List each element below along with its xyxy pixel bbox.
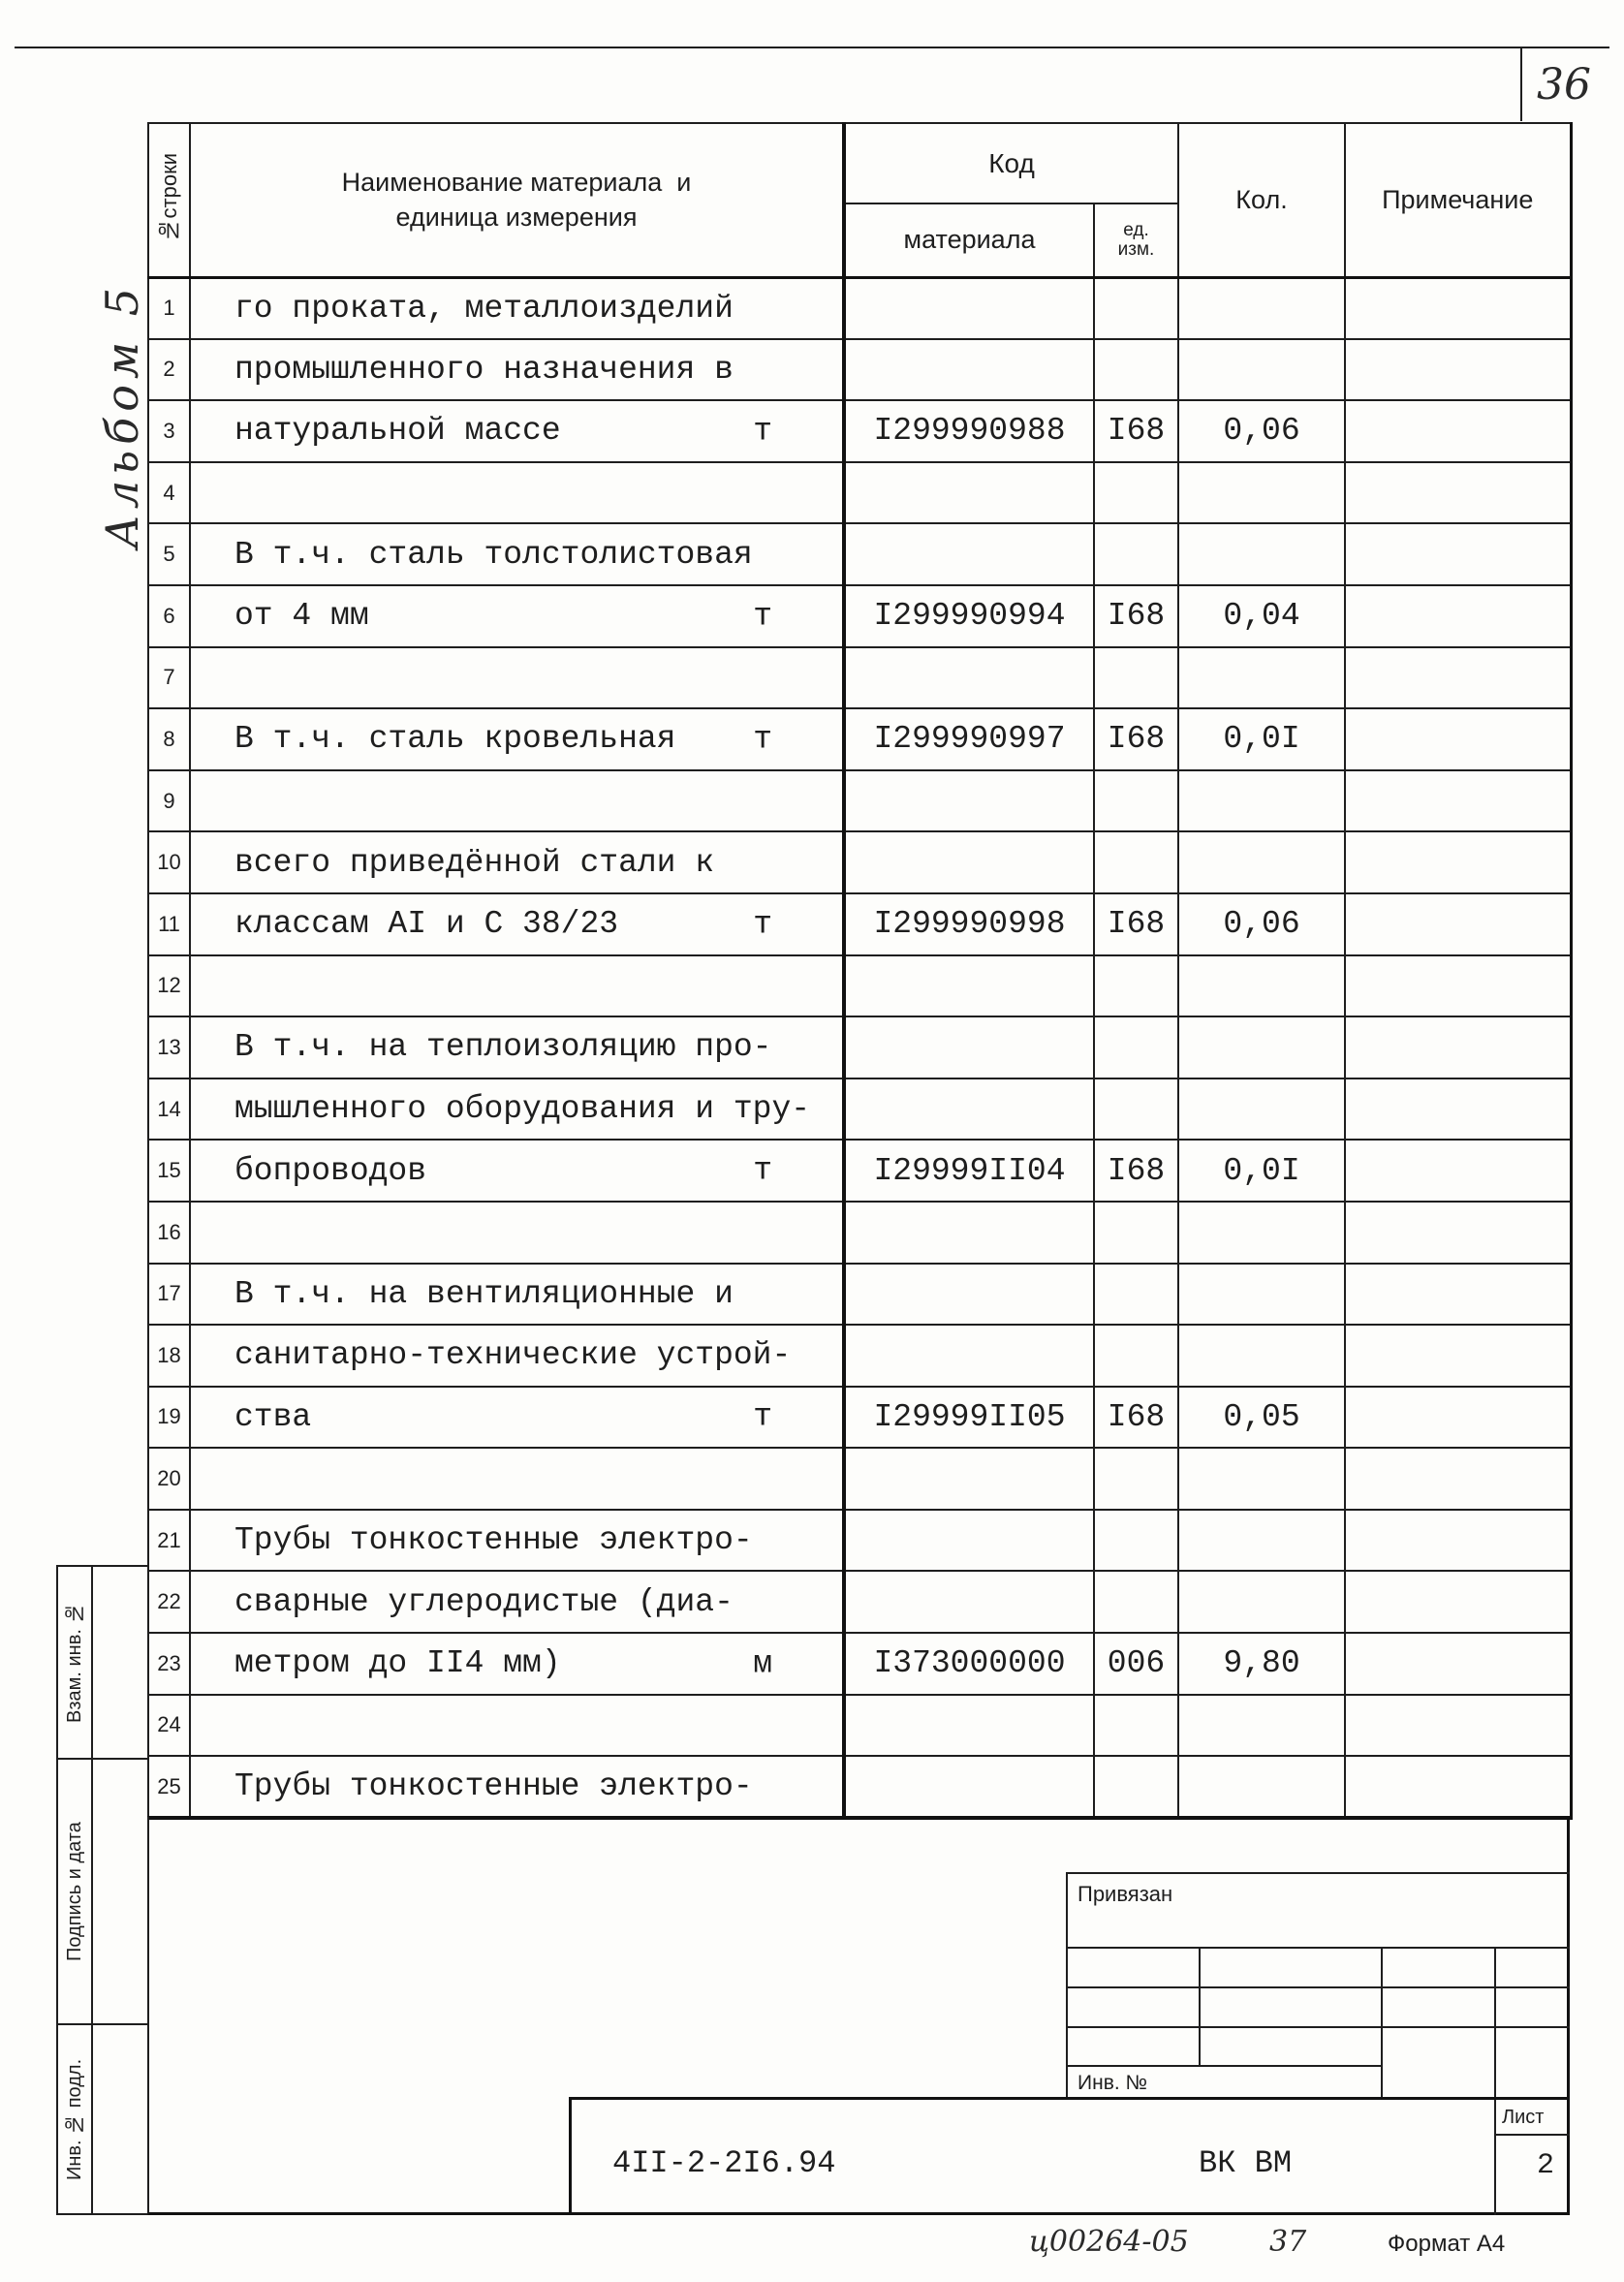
note-cell [1345,955,1571,1017]
material-code [844,831,1094,893]
material-name: всего приведённой стали к [234,844,715,881]
note-cell [1345,1510,1571,1572]
quantity: 0,06 [1178,400,1345,462]
header-code-material: материала [844,203,1094,277]
quantity [1178,1571,1345,1633]
material-name-cell [190,339,844,401]
material-code [844,1695,1094,1757]
material-code [844,955,1094,1017]
row-number: 20 [148,1448,190,1510]
header-row [148,123,1571,203]
note-cell [1345,1325,1571,1387]
unit-code: I68 [1094,585,1178,647]
top-rule [15,47,1609,48]
unit-code [1094,1756,1178,1818]
material-name-cell [190,893,844,955]
album-label: Альбом 5 [96,282,148,549]
material-name: мышленного оборудования и тру- [234,1091,811,1128]
material-code [844,1078,1094,1141]
material-name-cell [190,1510,844,1572]
material-name-cell [190,1016,844,1078]
material-name-cell [190,831,844,893]
unit-code [1094,1202,1178,1264]
note-cell [1345,1140,1571,1202]
table-row [148,523,1571,585]
quantity [1178,1264,1345,1326]
unit-code [1094,1571,1178,1633]
quantity [1178,1016,1345,1078]
material-name-cell [190,1078,844,1141]
material-code: I373000000 [844,1633,1094,1695]
material-code: I299990998 [844,893,1094,955]
format-label: Формат А4 [1388,2231,1506,2257]
material-name-cell [190,955,844,1017]
row-number: 23 [148,1633,190,1695]
material-name-cell [190,1264,844,1326]
table-row [148,1078,1571,1141]
material-name: классам АI и С 38/23 [234,906,619,943]
quantity [1178,277,1345,339]
replacement-inv-label: Взам. инв. № [64,1602,85,1723]
unit-code [1094,1448,1178,1510]
divider [1381,1947,1383,2097]
material-code: I299990997 [844,708,1094,770]
note-cell [1345,1016,1571,1078]
unit-code: I68 [1094,893,1178,955]
material-name: натуральной массе [234,413,561,450]
handwritten-code: ц00264-05 [1029,2225,1189,2259]
quantity [1178,1510,1345,1572]
row-number: 3 [148,400,190,462]
material-name-cell [190,1695,844,1757]
material-code [844,339,1094,401]
unit-code [1094,1264,1178,1326]
note-cell [1345,1202,1571,1264]
unit-code [1094,647,1178,709]
divider [1199,1947,1201,2065]
row-number: 8 [148,708,190,770]
material-code [844,1448,1094,1510]
note-cell [1345,893,1571,955]
table-row [148,1633,1571,1695]
quantity: 0,06 [1178,893,1345,955]
row-number: 24 [148,1695,190,1757]
material-name-cell [190,400,844,462]
document-section: ВК ВМ [1199,2145,1293,2181]
header-code-unit-line2: изм. [1117,238,1155,260]
quantity [1178,647,1345,709]
table-row [148,1756,1571,1818]
quantity [1178,955,1345,1017]
material-name-cell [190,647,844,709]
sheet-number: 2 [1537,2149,1555,2182]
unit-label: т [753,1398,772,1435]
header-quantity: Кол. [1178,123,1345,277]
material-name-cell [190,277,844,339]
unit-code [1094,1325,1178,1387]
unit-code [1094,523,1178,585]
material-code [844,462,1094,524]
table-row [148,1387,1571,1449]
material-code: I29999II04 [844,1140,1094,1202]
divider [91,1565,93,2215]
header-name-line1: Наименование материала и [341,168,692,198]
quantity: 0,04 [1178,585,1345,647]
material-code [844,647,1094,709]
note-cell [1345,1078,1571,1141]
material-name: бопроводов [234,1152,427,1189]
row-number: 15 [148,1140,190,1202]
material-name: ства [234,1398,312,1435]
material-name: Трубы тонкостенные электро- [234,1768,753,1805]
material-code: I299990988 [844,400,1094,462]
quantity [1178,1448,1345,1510]
table-row [148,1571,1571,1633]
header-name-line2: единица измерения [395,203,638,233]
material-name-cell [190,1571,844,1633]
materials-table [147,122,1573,1820]
quantity: 0,05 [1178,1387,1345,1449]
row-number: 6 [148,585,190,647]
table-row [148,1325,1571,1387]
unit-code [1094,1078,1178,1141]
material-name-cell [190,462,844,524]
row-number: 10 [148,831,190,893]
material-name: от 4 мм [234,598,369,635]
quantity [1178,1202,1345,1264]
table-row [148,1140,1571,1202]
note-cell [1345,708,1571,770]
header-material-name [190,123,844,277]
material-code [844,1016,1094,1078]
signature-date-label: Подпись и дата [64,1822,85,1961]
quantity [1178,523,1345,585]
note-cell [1345,1695,1571,1757]
note-cell [1345,585,1571,647]
table-row [148,1202,1571,1264]
page-number: 36 [1537,60,1591,109]
material-code: I299990994 [844,585,1094,647]
material-name: В т.ч. сталь кровельная [234,721,676,758]
unit-code: I68 [1094,400,1178,462]
material-code [844,1510,1094,1572]
row-number: 9 [148,770,190,832]
table-row [148,647,1571,709]
material-name-cell [190,1448,844,1510]
quantity [1178,1325,1345,1387]
material-name-cell [190,1325,844,1387]
material-name: В т.ч. сталь толстолистовая [234,536,753,573]
row-number: 4 [148,462,190,524]
material-name-cell [190,1756,844,1818]
row-number: 1 [148,277,190,339]
note-cell [1345,647,1571,709]
unit-code: I68 [1094,1387,1178,1449]
material-code [844,523,1094,585]
unit-code: I68 [1094,1140,1178,1202]
table-row [148,831,1571,893]
material-name: промышленного назначения в [234,351,734,388]
unit-code [1094,1510,1178,1572]
quantity [1178,462,1345,524]
quantity: 9,80 [1178,1633,1345,1695]
unit-label: м [753,1645,772,1682]
quantity [1178,831,1345,893]
table-row [148,1264,1571,1326]
header-row-number-label: №строки [156,152,181,242]
table-row [148,893,1571,955]
material-name-cell [190,770,844,832]
quantity [1178,1078,1345,1141]
note-cell [1345,1756,1571,1818]
unit-code [1094,1695,1178,1757]
material-code [844,1325,1094,1387]
sheet-label: Лист [1502,2107,1545,2128]
row-number: 13 [148,1016,190,1078]
row-number: 22 [148,1571,190,1633]
unit-label: т [753,598,772,635]
row-number: 14 [148,1078,190,1141]
material-name: метром до II4 мм) [234,1645,561,1682]
material-name-cell [190,523,844,585]
unit-code: 006 [1094,1633,1178,1695]
document-designation: 4II-2-2I6.94 [612,2145,836,2181]
table-row [148,1695,1571,1757]
divider [1494,2134,1570,2136]
unit-code: I68 [1094,708,1178,770]
note-cell [1345,831,1571,893]
note-cell [1345,1571,1571,1633]
binding-inv-label: Инв. № [1077,2072,1148,2094]
note-cell [1345,1387,1571,1449]
quantity [1178,770,1345,832]
quantity [1178,339,1345,401]
unit-label: т [753,906,772,943]
table-row [148,339,1571,401]
quantity: 0,0I [1178,1140,1345,1202]
table-row [148,585,1571,647]
handwritten-number: 37 [1269,2225,1307,2259]
material-name-cell [190,1633,844,1695]
table-row [148,708,1571,770]
row-number: 16 [148,1202,190,1264]
material-name: В т.ч. на вентиляционные и [234,1275,734,1312]
material-code [844,770,1094,832]
row-number: 7 [148,647,190,709]
table-row [148,1510,1571,1572]
table-row [148,277,1571,339]
note-cell [1345,1448,1571,1510]
row-number: 17 [148,1264,190,1326]
material-code [844,1756,1094,1818]
header-code-unit [1094,203,1178,277]
table-row [148,955,1571,1017]
material-code: I29999II05 [844,1387,1094,1449]
material-name: санитарно-технические устрой- [234,1337,792,1374]
material-name-cell [190,1202,844,1264]
header-code: Код [844,123,1178,203]
note-cell [1345,770,1571,832]
note-cell [1345,462,1571,524]
material-name: сварные углеродистые (диа- [234,1583,734,1620]
unit-code [1094,1016,1178,1078]
header-note: Примечание [1345,123,1571,277]
row-number: 25 [148,1756,190,1818]
row-number: 18 [148,1325,190,1387]
row-number: 11 [148,893,190,955]
row-number: 19 [148,1387,190,1449]
binding-title: Привязан [1077,1882,1173,1906]
note-cell [1345,400,1571,462]
page-number-divider [1520,48,1522,121]
row-number: 12 [148,955,190,1017]
material-name: В т.ч. на теплоизоляцию про- [234,1029,772,1066]
unit-label: т [753,413,772,450]
material-code [844,1202,1094,1264]
original-inv-label: Инв. № подл. [64,2058,85,2180]
header-row-number [148,123,190,277]
unit-label: т [753,1152,772,1189]
material-code [844,277,1094,339]
material-name-cell [190,585,844,647]
table-row [148,462,1571,524]
table-row [148,1016,1571,1078]
quantity [1178,1756,1345,1818]
table-row [148,1448,1571,1510]
note-cell [1345,1264,1571,1326]
table-row [148,770,1571,832]
unit-code [1094,831,1178,893]
unit-code [1094,339,1178,401]
material-name: го проката, металлоизделий [234,290,734,327]
header-code-unit-line1: ед. [1123,219,1149,240]
note-cell [1345,277,1571,339]
unit-code [1094,955,1178,1017]
quantity: 0,0I [1178,708,1345,770]
divider [1066,2065,1381,2067]
unit-label: т [753,721,772,758]
row-number: 2 [148,339,190,401]
quantity [1178,1695,1345,1757]
material-name-cell [190,1140,844,1202]
material-name-cell [190,708,844,770]
unit-code [1094,277,1178,339]
material-code [844,1264,1094,1326]
unit-code [1094,770,1178,832]
unit-code [1094,462,1178,524]
row-number: 5 [148,523,190,585]
note-cell [1345,1633,1571,1695]
note-cell [1345,523,1571,585]
material-name: Трубы тонкостенные электро- [234,1522,753,1559]
note-cell [1345,339,1571,401]
table-row [148,400,1571,462]
material-name-cell [190,1387,844,1449]
material-code [844,1571,1094,1633]
row-number: 21 [148,1510,190,1572]
